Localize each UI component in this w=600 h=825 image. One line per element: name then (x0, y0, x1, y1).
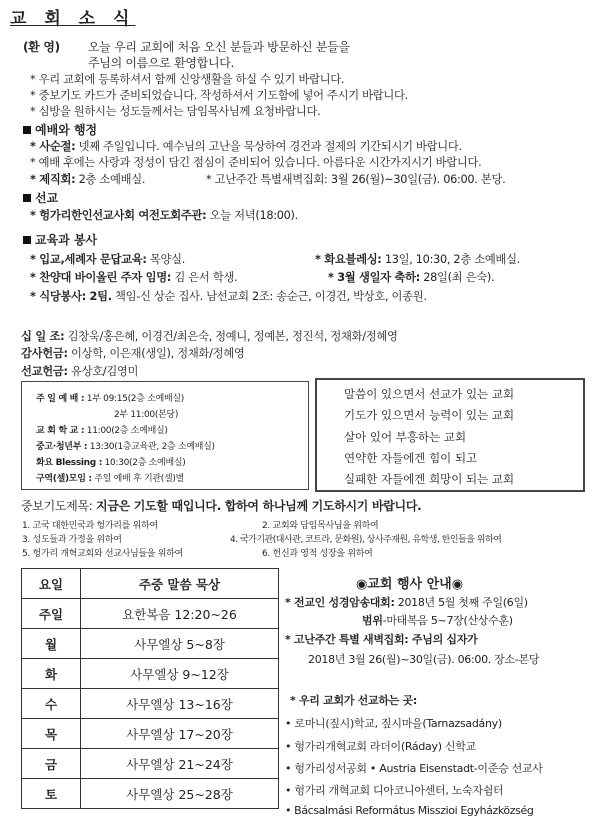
service-row: 주 일 예 배 : 1부 09:15(2층 소예배실) (36, 394, 184, 404)
welcome-line-2: 주님의 이름으로 환영합니다. (88, 56, 235, 70)
support-item: • Bácsalmási Református Misszioi Egyházközség (285, 804, 534, 817)
table-row (22, 749, 279, 779)
motto-line: 기도가 있으면서 능력이 있는 교회 (344, 408, 515, 422)
table-header-row (22, 569, 279, 599)
support-item: • 헝가리개혁교회 라더이(Ráday) 신학교 (285, 740, 476, 753)
edu-line-2b: * 3월 생일자 축하: 28일(최 은숙). (328, 271, 495, 284)
section-heading-mission: 선교 (23, 189, 58, 206)
reading-schedule-table (21, 568, 279, 809)
prayer-item: 6. 헌신과 영적 성장을 위하여 (262, 549, 373, 559)
prayer-item: 2. 교회와 담임목사님을 위하여 (262, 521, 379, 531)
edu-line-1b: * 화요블레싱: 13일, 10:30, 2층 소예배실. (315, 253, 520, 266)
motto-line: 실패한 자들에겐 희망이 되는 교회 (344, 472, 515, 486)
prayer-item: 5. 헝가리 개혁교회와 선교사님들을 위하여 (22, 549, 183, 559)
event-1-range: 범위-마태복음 5~7장(산상수훈) (362, 614, 513, 627)
reading-cell: 사무엘상 17~20장 (81, 719, 279, 749)
welcome-line-1: 오늘 우리 교회에 처음 오신 분들과 방문하신 분들을 (88, 40, 350, 54)
motto-line: 살아 있어 부흥하는 교회 (344, 430, 467, 444)
thanks-line: 감사헌금: 이상학, 이은재(생일), 정채화/정혜영 (21, 347, 245, 360)
section-heading-worship: 예배와 행정 (23, 121, 97, 138)
edu-line-1a: * 입교,세례자 문답교육: 목양실. (30, 253, 186, 266)
reading-cell: 사무엘상 13~16장 (81, 689, 279, 719)
motto-line: 말씀이 있으면서 선교가 있는 교회 (344, 387, 515, 401)
day-cell: 목 (22, 719, 81, 749)
edu-line-3: * 식당봉사: 2팀. 책임-신 상순 집사. 남선교회 2조: 송순근, 이경건, 박상호, 이종원. (30, 290, 427, 303)
day-cell: 수 (22, 689, 81, 719)
day-cell: 금 (22, 749, 81, 779)
edu-line-2a: * 찬양대 바이올린 주자 임명: 김 은서 학생. (30, 271, 238, 284)
table-row (22, 629, 279, 659)
reading-cell: 사무엘상 21~24장 (81, 749, 279, 779)
welcome-bullet: * 중보기도 카드가 준비되었습니다. 작성하셔서 기도함에 넣어 주시기 바랍니다. (30, 89, 408, 102)
table-row (22, 599, 279, 629)
lent-line: * 사순절: 넷째 주일입니다. 예수님의 고난을 묵상하여 경건과 절제의 기간되시기 바랍니다. (30, 140, 462, 153)
meal-line: * 예배 후에는 사랑과 정성이 담긴 점심이 준비되어 있습니다. 아름다운 시간가지시기 바랍니다. (30, 156, 482, 169)
table-row (22, 779, 279, 809)
tithe-line: 십 일 조: 김창욱/홍은혜, 이경건/최은숙, 정예니, 정예본, 정진석, 정채화/정혜영 (21, 330, 398, 343)
square-bullet-icon (23, 194, 31, 202)
column-header-reading: 주중 말씀 묵상 (81, 569, 279, 599)
service-row: 중고·청년부 : 13:30(1층교육관, 2층 소예배실) (36, 442, 215, 452)
reading-cell: 요한복음 12:20~26 (81, 599, 279, 629)
day-cell: 월 (22, 629, 81, 659)
day-cell: 화 (22, 659, 81, 689)
service-row: 화요 Blessing : 10:30(2층 소예배실) (36, 458, 186, 468)
mission-offering-line: 선교헌금: 유상호/김영미 (21, 365, 139, 378)
service-row: 교 회 학 교 : 11:00(2층 소예배실) (36, 426, 168, 436)
prayer-item: 4. 국가기관(대사관, 코트라, 문화원), 상사주재원, 유학생, 한인들을 위하여 (230, 535, 502, 545)
square-bullet-icon (23, 236, 31, 244)
mission-line: * 헝가리한인선교사회 여전도회주관: 오늘 저녁(18:00). (30, 209, 298, 222)
page-title: 교 회 소 식 (10, 9, 136, 29)
motto-line: 연약한 자들에겐 힘이 되고 (344, 451, 478, 465)
reading-cell: 사무엘상 25~28장 (81, 779, 279, 809)
prayer-item: 3. 성도들과 가정을 위하여 (22, 535, 122, 545)
reading-cell: 사무엘상 5~8장 (81, 629, 279, 659)
welcome-bullet: * 우리 교회에 등록하셔서 함께 신앙생활을 하실 수 있기 바랍니다. (30, 73, 345, 86)
welcome-bullet: * 심방을 원하시는 성도들께서는 담임목사님께 요청바랍니다. (30, 105, 321, 118)
support-item: • 헝가리 개혁교회 디아코니아센터, 노숙자쉼터 (285, 784, 504, 797)
support-item: • 로마니(짚시)학교, 짚시마을(Tarnazsadány) (285, 717, 502, 730)
column-header-day: 요일 (22, 569, 81, 599)
table-row (22, 719, 279, 749)
day-cell: 토 (22, 779, 81, 809)
welcome-label: (환 영) (23, 40, 60, 54)
deacon-line: * 제직회: 2층 소예배실. (30, 173, 146, 186)
table-row (22, 689, 279, 719)
square-bullet-icon (23, 126, 31, 134)
holyweek-line: * 고난주간 특별새벽집회: 3월 26(월)~30일(금). 06:00. 본당. (206, 173, 506, 186)
prayer-heading: 중보기도제목: 지금은 기도할 때입니다. 합하여 하나님께 기도하시기 바랍니다. (21, 499, 422, 513)
service-row: 2부 11:00(본당) (114, 410, 179, 420)
support-item: • 헝가리성서공회 • Austria Eisenstadt-이준승 선교사 (285, 762, 543, 775)
event-2: * 고난주간 특별 새벽집회: 주님의 십자가 (285, 633, 478, 646)
day-cell: 주일 (22, 599, 81, 629)
event-1: * 전교인 성경암송대회: 2018년 5월 첫째 주일(6일) (285, 596, 528, 609)
event-2-detail: 2018년 3월 26(월)~30일(금). 06:00. 장소-본당 (308, 653, 540, 666)
table-row (22, 659, 279, 689)
events-title: ◉교회 행사 안내◉ (356, 577, 464, 592)
reading-cell: 사무엘상 9~12장 (81, 659, 279, 689)
prayer-item: 1. 고국 대한민국과 헝가리를 위하여 (22, 521, 158, 531)
service-row: 구역(셀)모임 : 주일 예배 후 기관(셀)별 (36, 474, 184, 484)
section-heading-education: 교육과 봉사 (23, 231, 97, 248)
support-title: * 우리 교회가 선교하는 곳: (290, 694, 417, 707)
